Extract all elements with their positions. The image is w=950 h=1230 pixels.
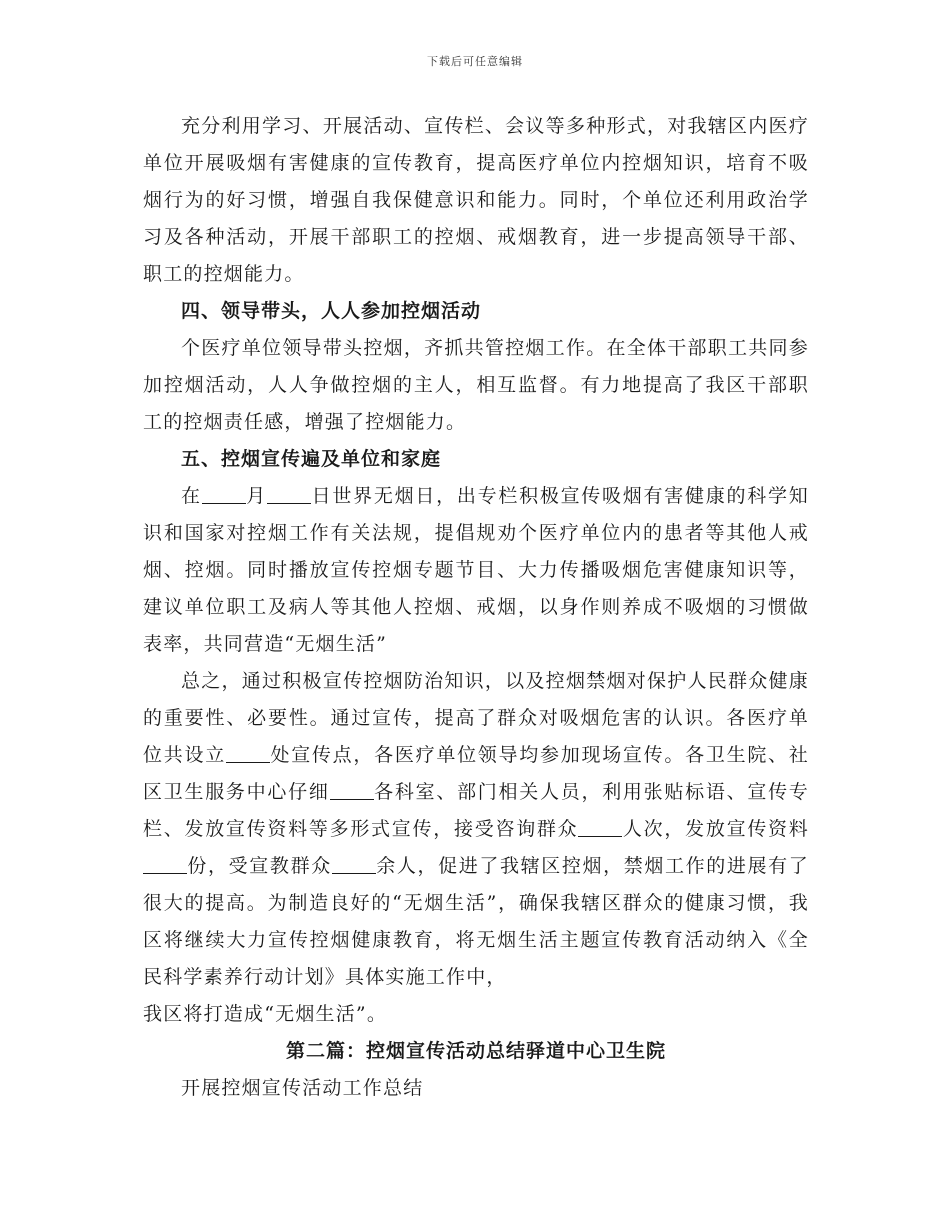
blank-field (332, 854, 376, 874)
text-fragment: 余人，促进了我辖区控烟，禁烟工作的进展有了很大的提高。为制造良好的“无烟生活”，确保我辖区群众的健康习惯，我区将继续大力宣传控烟健康教育，将无烟生活主题宣传教育活动纳入《全民科学素养行动计划》具体实施工作中， (143, 855, 810, 988)
text-fragment: 份，受宣教群众 (187, 855, 332, 877)
text-fragment: 处宣传点，各医疗单位领导均参加现场宣传。各卫生院、社区卫生服务中心仔细 (143, 744, 809, 803)
text-fragment: 人次，发放宣传资料 (622, 818, 809, 840)
chapter-title: 第二篇：控烟宣传活动总结驿道中心卫生院 (285, 1040, 666, 1062)
paragraph-leaders-lead: 个医疗单位领导带头控烟，齐抓共管控烟工作。在全体干部职工共同参加控烟活动，人人争做控烟的主人，相互监督。有力地提高了我区干部职工的控烟责任感，增强了控烟能力。 (143, 337, 809, 433)
text-fragment: 在 (181, 485, 202, 507)
text-fragment: 日世界无烟日，出专栏积极宣传吸烟有害健康的科学知识和国家对控烟工作有关法规，提倡规劝个医疗单位内的患者等其他人戒烟、控烟。同时播放宣传控烟专题节目、大力传播吸烟危害健康知识等，建议单位职工及病人等其他人控烟、戒烟，以身作则养成不吸烟的习惯做表率，共同营造“无烟生活” (143, 485, 809, 655)
document-body (143, 108, 809, 1107)
blank-field (202, 484, 246, 504)
text-fragment: 总之，通过积极宣传控烟防治知识，以及控烟禁烟对保护人民群众健康的重要性、必要性。通过宣传，提高了群众对吸烟危害的认识。各医疗单位共设立 (143, 670, 809, 766)
text-fragment: 各科室、部门相关人员，利用张贴标语、宣传专栏、发放宣传资料等多形式宣传，接受咨询群众 (143, 781, 809, 840)
section-heading-4: 四、领导带头，人人参加控烟活动 (181, 300, 482, 322)
section-heading-5: 五、控烟宣传遍及单位和家庭 (181, 448, 442, 470)
paragraph-summary (143, 663, 809, 996)
paragraph-publicity-forms: 充分利用学习、开展活动、宣传栏、会议等多种形式，对我辖区内医疗单位开展吸烟有害健康的宣传教育，提高医疗单位内控烟知识，培育不吸烟行为的好习惯，增强自我保健意识和能力。同时，个单位还利用政治学习及各种活动，开展干部职工的控烟、戒烟教育，进一步提高领导干部、职工的控烟能力。 (143, 115, 809, 285)
blank-field (578, 817, 622, 837)
document-subtitle: 开展控烟宣传活动工作总结 (181, 1077, 424, 1099)
blank-field (143, 854, 187, 874)
text-fragment: 月 (245, 485, 268, 507)
header-note: 下载后可任意编辑 (427, 55, 523, 68)
paragraph-world-no-tobacco-day (143, 478, 809, 663)
blank-field (267, 484, 311, 504)
blank-field (330, 780, 374, 800)
paragraph-summary-end: 我区将打造成“无烟生活”。 (143, 1003, 388, 1025)
blank-field (226, 743, 270, 763)
